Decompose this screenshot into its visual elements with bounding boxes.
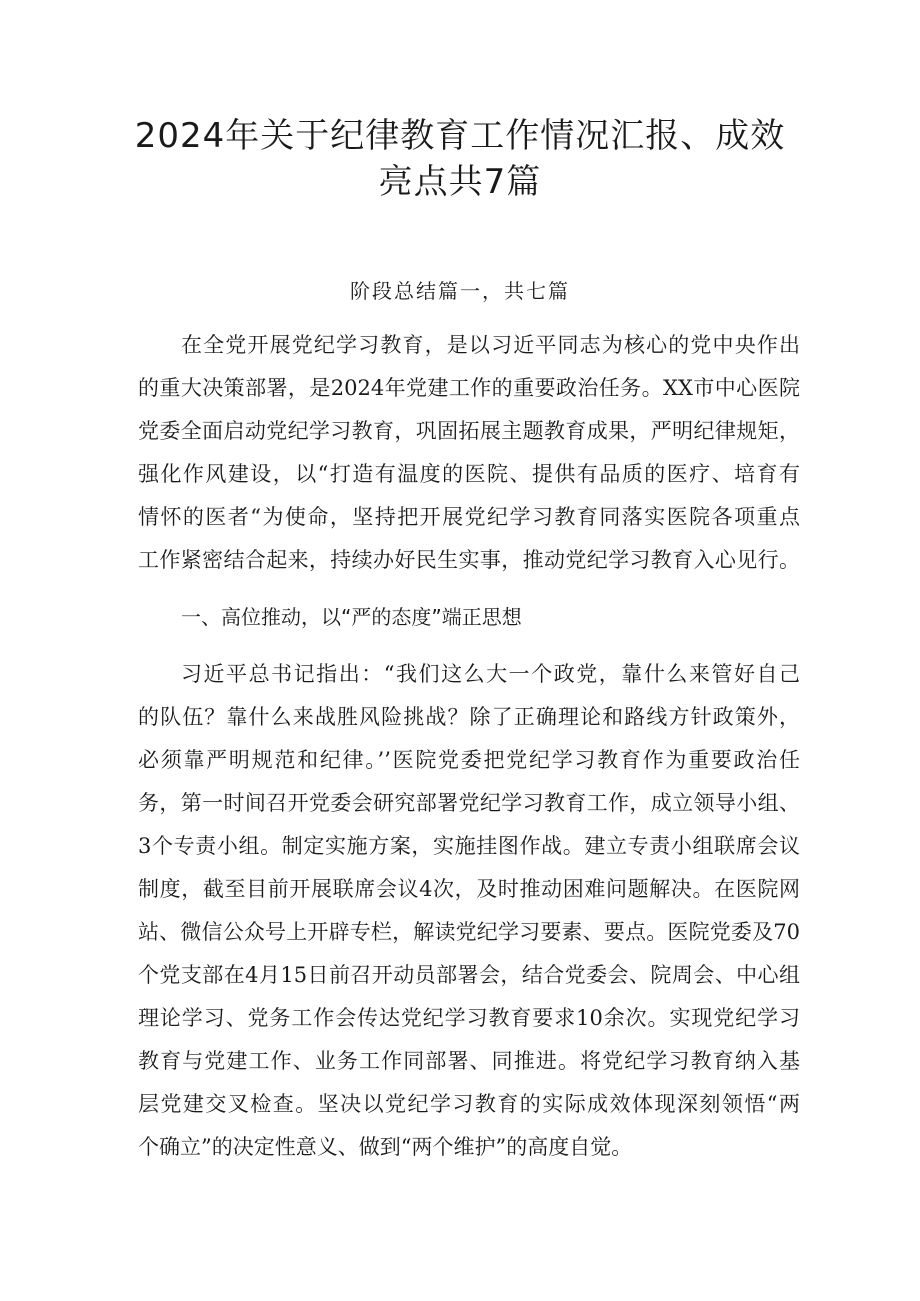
paragraph-line: 工作紧密结合起来，持续办好民生实事，推动党纪学习教育入心见行。	[138, 548, 800, 572]
paragraph-line: 站、微信公众号上开辟专栏，解读党纪学习要素、要点。医院党委及70	[138, 920, 800, 944]
paragraph-line: 个确立”的决定性意义、做到“两个维护”的高度自觉。	[138, 1135, 633, 1159]
paragraph-line: 强化作风建设，以“打造有温度的医院、提供有品质的医疗、培育有	[138, 462, 800, 486]
document-title-line-1: 2024年关于纪律教育工作情况汇报、成效	[134, 116, 786, 156]
section-heading-1: 一、高位推动，以“严的态度”端正思想	[181, 605, 522, 629]
document-subtitle: 阶段总结篇一，共七篇	[350, 279, 570, 303]
paragraph-line: 习近平总书记指出：“我们这么大一个政党，靠什么来管好自己	[181, 662, 800, 686]
paragraph-line: 情怀的医者“为使命，坚持把开展党纪学习教育同落实医院各项重点	[138, 505, 800, 529]
paragraph-line: 理论学习、党务工作会传达党纪学习教育要求10余次。实现党纪学习	[138, 1006, 800, 1030]
document-title-line-2: 亮点共7篇	[378, 162, 542, 202]
paragraph-line: 3个专责小组。制定实施方案，实施挂图作战。建立专责小组联席会议	[138, 834, 800, 858]
paragraph-line: 教育与党建工作、业务工作同部署、同推进。将党纪学习教育纳入基	[138, 1049, 800, 1073]
paragraph-line: 个党支部在4月15日前召开动员部署会，结合党委会、院周会、中心组	[138, 963, 800, 987]
paragraph-line: 的队伍？靠什么来战胜风险挑战？除了正确理论和路线方针政策外，	[138, 705, 800, 729]
paragraph-line: 的重大决策部署，是2024年党建工作的重要政治任务。XX市中心医院	[138, 376, 800, 400]
paragraph-line: 必须靠严明规范和纪律。’’医院党委把党纪学习教育作为重要政治任	[138, 748, 800, 772]
paragraph-line: 层党建交叉检查。坚决以党纪学习教育的实际成效体现深刻领悟“两	[138, 1092, 800, 1116]
paragraph-line: 制度，截至目前开展联席会议4次，及时推动困难问题解决。在医院网	[138, 877, 800, 901]
paragraph-line: 务，第一时间召开党委会研究部署党纪学习教育工作，成立领导小组、	[138, 791, 800, 815]
paragraph-line: 在全党开展党纪学习教育，是以习近平同志为核心的党中央作出	[181, 333, 800, 357]
paragraph-line: 党委全面启动党纪学习教育，巩固拓展主题教育成果，严明纪律规矩，	[138, 419, 800, 443]
